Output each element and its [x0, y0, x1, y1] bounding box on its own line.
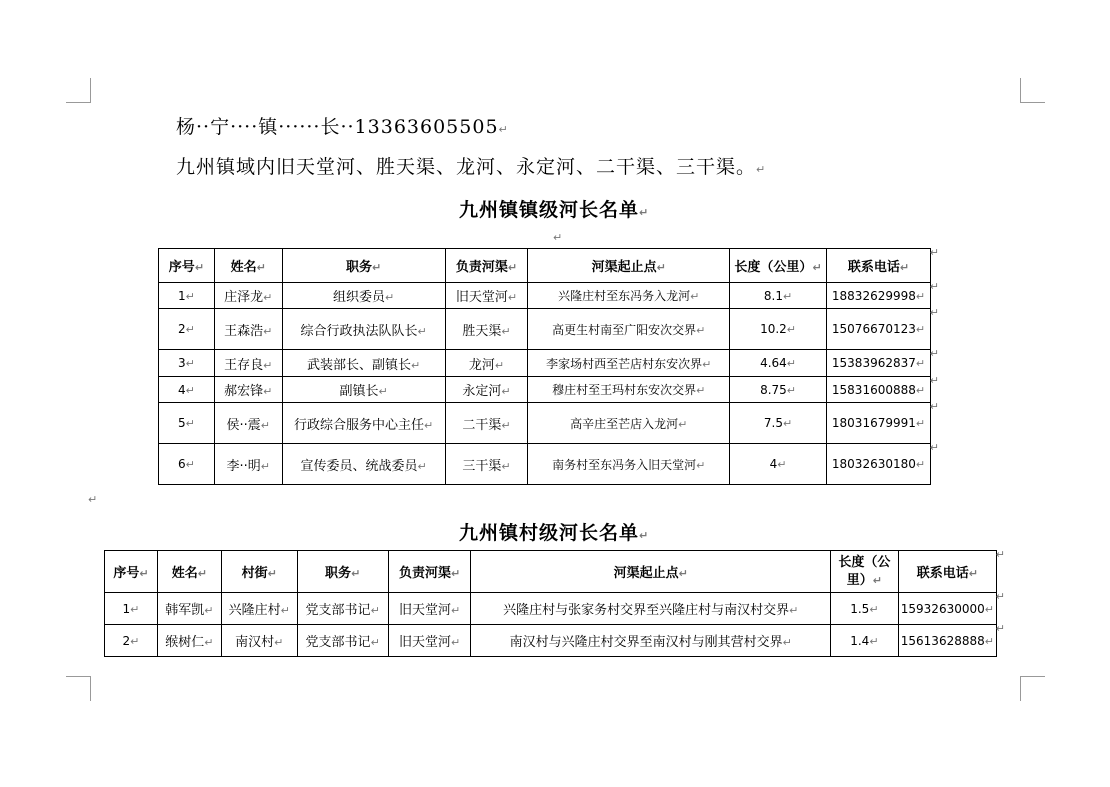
table-cell [282, 309, 445, 350]
table-cell [159, 403, 215, 444]
table-cell [159, 350, 215, 377]
paragraph-mark: ↵ [411, 358, 421, 372]
table-cell [214, 350, 282, 377]
table-cell [528, 350, 730, 377]
table-cell [297, 625, 388, 657]
paragraph-mark: ↵ [929, 347, 939, 360]
cell-text: 三干渠 [462, 458, 502, 474]
header-cell [827, 246, 939, 283]
paragraph-mark: ↵ [678, 567, 688, 580]
table-cell [445, 283, 528, 309]
table-header-row [105, 551, 997, 593]
table-cell [159, 377, 215, 403]
table-cell [159, 309, 215, 350]
paragraph-mark: ↵ [984, 602, 994, 616]
table-cell [282, 377, 445, 403]
cell-text: 村街 [241, 566, 268, 581]
cell-text: 河渠起止点 [613, 566, 679, 581]
paragraph-mark: ↵ [370, 636, 380, 649]
table-cell [445, 377, 528, 403]
village-table-title-text: 九州镇村级河长名单 [459, 522, 640, 544]
cell-text: 8.75 [760, 382, 787, 397]
table-row [105, 625, 997, 657]
table-cell [445, 444, 528, 485]
table-cell [221, 625, 297, 657]
cell-text: 兴隆庄村 [228, 603, 281, 618]
paragraph-mark: ↵ [260, 418, 271, 432]
paragraph-mark: ↵ [678, 417, 688, 431]
table-cell [445, 309, 528, 350]
paragraph-mark: ↵ [915, 458, 926, 471]
cell-text: 5 [177, 416, 186, 430]
cell-text: 6 [177, 457, 186, 471]
cell-text: 行政综合服务中心主任 [293, 417, 424, 433]
paragraph-mark: ↵ [929, 374, 939, 387]
table-cell [827, 306, 939, 350]
cell-text: 旧天堂河 [398, 635, 451, 650]
cell-text: 长度（公里） [734, 260, 813, 275]
paragraph-mark: ↵ [370, 604, 380, 617]
table-cell [297, 593, 388, 625]
cell-text: 庄泽龙 [224, 290, 264, 305]
paragraph-mark: ↵ [185, 383, 195, 397]
table-cell [214, 377, 282, 403]
cell-text: 3 [177, 356, 186, 370]
paragraph-mark: ↵ [786, 357, 796, 370]
table-cell [471, 625, 831, 657]
cell-text: 韩军凯 [165, 603, 205, 618]
table-cell [388, 625, 471, 657]
cell-text: 李··明 [226, 458, 261, 474]
table-cell [221, 593, 297, 625]
cell-text: 南汉村 [235, 635, 275, 650]
table-cell [730, 350, 827, 377]
paragraph-mark: ↵ [915, 357, 926, 370]
table-cell [282, 350, 445, 377]
cell-text: 负责河渠 [455, 260, 508, 275]
header-line-2 [176, 152, 766, 179]
cell-text: 副镇长 [339, 384, 379, 399]
cell-text: 2 [177, 322, 186, 336]
crop-mark-bottom-right [1020, 676, 1045, 701]
paragraph-mark: ↵ [424, 418, 434, 432]
table-cell [827, 280, 939, 309]
cell-text: 序号 [113, 566, 140, 581]
cell-text: 长度（公里） [838, 554, 891, 588]
paragraph-mark: ↵ [185, 323, 195, 336]
paragraph-mark: ↵ [869, 634, 879, 648]
paragraph-mark: ↵ [786, 323, 796, 336]
table-cell [528, 309, 730, 350]
cell-text: 2 [122, 633, 131, 648]
cell-text: 河渠起止点 [591, 260, 657, 275]
cell-text: 兴隆庄村与张家务村交界至兴隆庄村与南汉村交界 [503, 603, 790, 618]
paragraph-mark: ↵ [968, 567, 978, 580]
paragraph-mark: ↵ [501, 385, 511, 398]
table-cell [827, 374, 939, 403]
cell-text: 4 [177, 382, 186, 397]
table-cell [445, 350, 528, 377]
table-cell [827, 441, 939, 485]
paragraph-mark: ↵ [450, 604, 461, 617]
paragraph-mark: ↵ [139, 567, 149, 580]
cell-text: 1 [177, 288, 186, 303]
paragraph-mark: ↵ [450, 567, 461, 580]
paragraph-mark: ↵ [263, 385, 273, 398]
paragraph-mark: ↵ [88, 493, 98, 506]
paragraph-mark: ↵ [777, 458, 787, 471]
town-table-title [459, 195, 649, 222]
paragraph-mark: ↵ [185, 417, 195, 430]
paragraph-mark: ↵ [185, 289, 195, 303]
table-cell [898, 590, 1005, 625]
header-cell [214, 249, 282, 283]
cell-text: 二干渠 [462, 417, 502, 433]
paragraph-mark: ↵ [204, 636, 214, 649]
cell-text: 武装部长、副镇长 [306, 357, 411, 373]
table-cell [831, 593, 899, 625]
cell-text: 15383962837 [831, 356, 916, 370]
cell-text: 郝宏锋 [224, 384, 264, 399]
paragraph-mark: ↵ [786, 383, 796, 397]
table-cell [730, 444, 827, 485]
paragraph-mark: ↵ [494, 358, 505, 372]
paragraph-mark: ↵ [130, 634, 140, 648]
cell-text: 旧天堂河 [455, 290, 508, 305]
paragraph-mark: ↵ [204, 604, 214, 617]
paragraph-mark: ↵ [995, 590, 1005, 603]
cell-text: 穆庄村至王玛村东安次交界 [552, 383, 697, 397]
cell-text: 南汉村与兴隆庄村交界至南汉村与刚其营村交界 [509, 635, 783, 650]
header-cell [730, 249, 827, 283]
header-cell [159, 249, 215, 283]
cell-text: 综合行政执法队队长 [300, 323, 418, 339]
crop-mark-bottom-left [66, 676, 91, 701]
cell-text: 组织委员 [332, 290, 385, 305]
header-cell [297, 551, 388, 593]
paragraph-mark: ↵ [553, 231, 563, 244]
cell-text: 永定河 [462, 384, 502, 399]
paragraph-mark: ↵ [501, 324, 511, 338]
paragraph-mark: ↵ [656, 261, 666, 274]
paragraph-mark: ↵ [696, 323, 706, 337]
table-row [159, 283, 931, 309]
paragraph-mark: ↵ [929, 400, 939, 413]
paragraph-mark: ↵ [498, 123, 509, 136]
paragraph-mark: ↵ [194, 261, 205, 274]
paragraph-mark: ↵ [696, 458, 706, 472]
table-cell [471, 593, 831, 625]
paragraph-mark: ↵ [782, 636, 792, 649]
paragraph-mark: ↵ [507, 261, 518, 274]
paragraph-mark: ↵ [789, 604, 799, 617]
paragraph-mark: ↵ [501, 459, 511, 473]
header-cell [445, 249, 528, 283]
crop-mark-top-left [66, 78, 91, 103]
cell-text: 职务 [345, 260, 372, 275]
paragraph-mark: ↵ [197, 567, 207, 580]
cell-text: 龙河 [468, 357, 495, 373]
paragraph-mark: ↵ [417, 459, 427, 473]
cell-text: 兴隆庄村至东冯务入龙河 [558, 289, 691, 303]
table-cell [528, 403, 730, 444]
paragraph-mark: ↵ [507, 291, 518, 304]
cell-text: 18031679991 [831, 416, 916, 430]
cell-text: 高更生村南至广阳安次交界 [552, 322, 697, 337]
header-line-1 [176, 112, 509, 139]
paragraph-mark: ↵ [450, 636, 461, 649]
cell-text: 1 [122, 601, 131, 616]
table-cell [528, 377, 730, 403]
paragraph-mark: ↵ [756, 163, 767, 176]
paragraph-mark: ↵ [899, 261, 910, 274]
cell-text: 15076670123 [831, 322, 916, 336]
cell-text: 职务 [325, 566, 352, 581]
table-cell [157, 593, 221, 625]
paragraph-mark: ↵ [872, 573, 882, 587]
header-cell [157, 551, 221, 593]
cell-text: 10.2 [760, 322, 787, 336]
table-cell [105, 625, 158, 657]
header-cell [388, 551, 471, 593]
cell-text: 4 [769, 457, 778, 471]
header-cell [221, 551, 297, 593]
table-cell [730, 309, 827, 350]
paragraph-mark: ↵ [929, 280, 939, 293]
paragraph-mark: ↵ [274, 636, 284, 649]
header-cell [528, 249, 730, 283]
paragraph-mark: ↵ [929, 441, 939, 454]
cell-text: 15932630000 [900, 601, 985, 616]
paragraph-mark: ↵ [130, 602, 140, 616]
paragraph-mark: ↵ [260, 459, 271, 473]
cell-text: 15831600888 [831, 382, 916, 397]
crop-mark-top-right [1020, 78, 1045, 103]
paragraph-mark: ↵ [696, 384, 706, 397]
village-river-chief-table [104, 548, 1005, 657]
paragraph-mark: ↵ [782, 289, 793, 303]
paragraph-mark: ↵ [263, 324, 273, 338]
cell-text: 姓名 [171, 566, 198, 581]
table-cell [831, 625, 899, 657]
paragraph-mark: ↵ [915, 383, 926, 397]
paragraph-mark: ↵ [280, 604, 290, 617]
cell-text: 18032630180 [831, 457, 916, 471]
table-cell [730, 403, 827, 444]
table-row [159, 444, 931, 485]
paragraph-mark: ↵ [782, 417, 793, 430]
header-cell [282, 249, 445, 283]
table-cell [157, 625, 221, 657]
header-cell [471, 551, 831, 593]
table-cell [827, 400, 939, 444]
table-row [105, 593, 997, 625]
table-cell [445, 403, 528, 444]
table-cell [105, 593, 158, 625]
cell-text: 联系电话 [916, 566, 969, 581]
paragraph-mark: ↵ [417, 324, 427, 338]
table-cell [159, 283, 215, 309]
cell-text: 侯··震 [226, 417, 261, 433]
cell-text: 王存良 [224, 357, 264, 373]
paragraph-mark: ↵ [929, 306, 939, 319]
paragraph-mark: ↵ [995, 622, 1005, 635]
cell-text: 党支部书记 [305, 603, 371, 618]
table-cell [282, 283, 445, 309]
table-row [159, 403, 931, 444]
header-line-1-text: 杨··宁····镇······长··13363605505 [176, 116, 499, 138]
cell-text: 胜天渠 [462, 323, 502, 339]
town-river-chief-table [158, 246, 939, 485]
paragraph-mark: ↵ [929, 246, 939, 259]
table-cell [730, 283, 827, 309]
cell-text: 联系电话 [847, 260, 900, 275]
cell-text: 7.5 [763, 416, 783, 430]
cell-text: 15613628888 [900, 633, 985, 648]
table-header-row [159, 249, 931, 283]
paragraph-mark: ↵ [385, 291, 395, 304]
paragraph-mark: ↵ [351, 567, 361, 580]
paragraph-mark: ↵ [185, 357, 195, 370]
paragraph-mark: ↵ [984, 634, 994, 648]
paragraph-mark: ↵ [185, 458, 195, 471]
paragraph-mark: ↵ [690, 290, 700, 303]
header-line-2-text: 九州镇域内旧天堂河、胜天渠、龙河、永定河、二干渠、三干渠。 [176, 156, 757, 178]
table-row [159, 377, 931, 403]
table-cell [214, 309, 282, 350]
cell-text: 8.1 [763, 288, 783, 303]
cell-text: 李家场村西至芒店村东安次界 [546, 356, 703, 371]
table-cell [827, 347, 939, 377]
paragraph-mark: ↵ [702, 357, 712, 371]
table-row [159, 309, 931, 350]
paragraph-mark: ↵ [639, 529, 650, 542]
paragraph-mark: ↵ [915, 417, 926, 430]
table-cell [159, 444, 215, 485]
table-cell [214, 403, 282, 444]
paragraph-mark: ↵ [263, 358, 273, 372]
table-cell [528, 444, 730, 485]
paragraph-mark: ↵ [639, 206, 650, 219]
cell-text: 4.64 [760, 356, 787, 370]
table-cell [898, 622, 1005, 657]
village-table-title [459, 518, 649, 545]
table-cell [388, 593, 471, 625]
paragraph-mark: ↵ [995, 548, 1005, 561]
paragraph-mark: ↵ [812, 261, 822, 274]
cell-text: 姓名 [230, 260, 257, 275]
cell-text: 1.4 [850, 633, 870, 648]
table-cell [214, 283, 282, 309]
header-cell [105, 551, 158, 593]
cell-text: 缑树仁 [165, 635, 205, 650]
cell-text: 高辛庄至芒店入龙河 [570, 416, 679, 431]
table-cell [214, 444, 282, 485]
town-table-title-text: 九州镇镇级河长名单 [459, 199, 640, 221]
paragraph-mark: ↵ [501, 418, 511, 432]
paragraph-mark: ↵ [869, 602, 879, 616]
table-cell [528, 283, 730, 309]
cell-text: 序号 [168, 260, 195, 275]
cell-text: 王森浩 [224, 323, 264, 339]
cell-text: 旧天堂河 [398, 603, 451, 618]
cell-text: 南务村至东冯务入旧天堂河 [552, 457, 697, 472]
paragraph-mark: ↵ [256, 261, 266, 274]
paragraph-mark: ↵ [915, 323, 926, 336]
table-cell [282, 444, 445, 485]
cell-text: 宣传委员、统战委员 [300, 458, 418, 474]
paragraph-mark: ↵ [378, 385, 388, 398]
table-cell [282, 403, 445, 444]
paragraph-mark: ↵ [263, 291, 273, 304]
header-cell [831, 551, 899, 593]
table-row [159, 350, 931, 377]
header-cell [898, 548, 1005, 593]
cell-text: 18832629998 [831, 288, 916, 303]
paragraph-mark: ↵ [267, 567, 277, 580]
cell-text: 1.5 [850, 601, 870, 616]
table-cell [730, 377, 827, 403]
paragraph-mark: ↵ [372, 261, 382, 274]
cell-text: 负责河渠 [398, 566, 451, 581]
cell-text: 党支部书记 [305, 635, 371, 650]
paragraph-mark: ↵ [915, 289, 926, 303]
